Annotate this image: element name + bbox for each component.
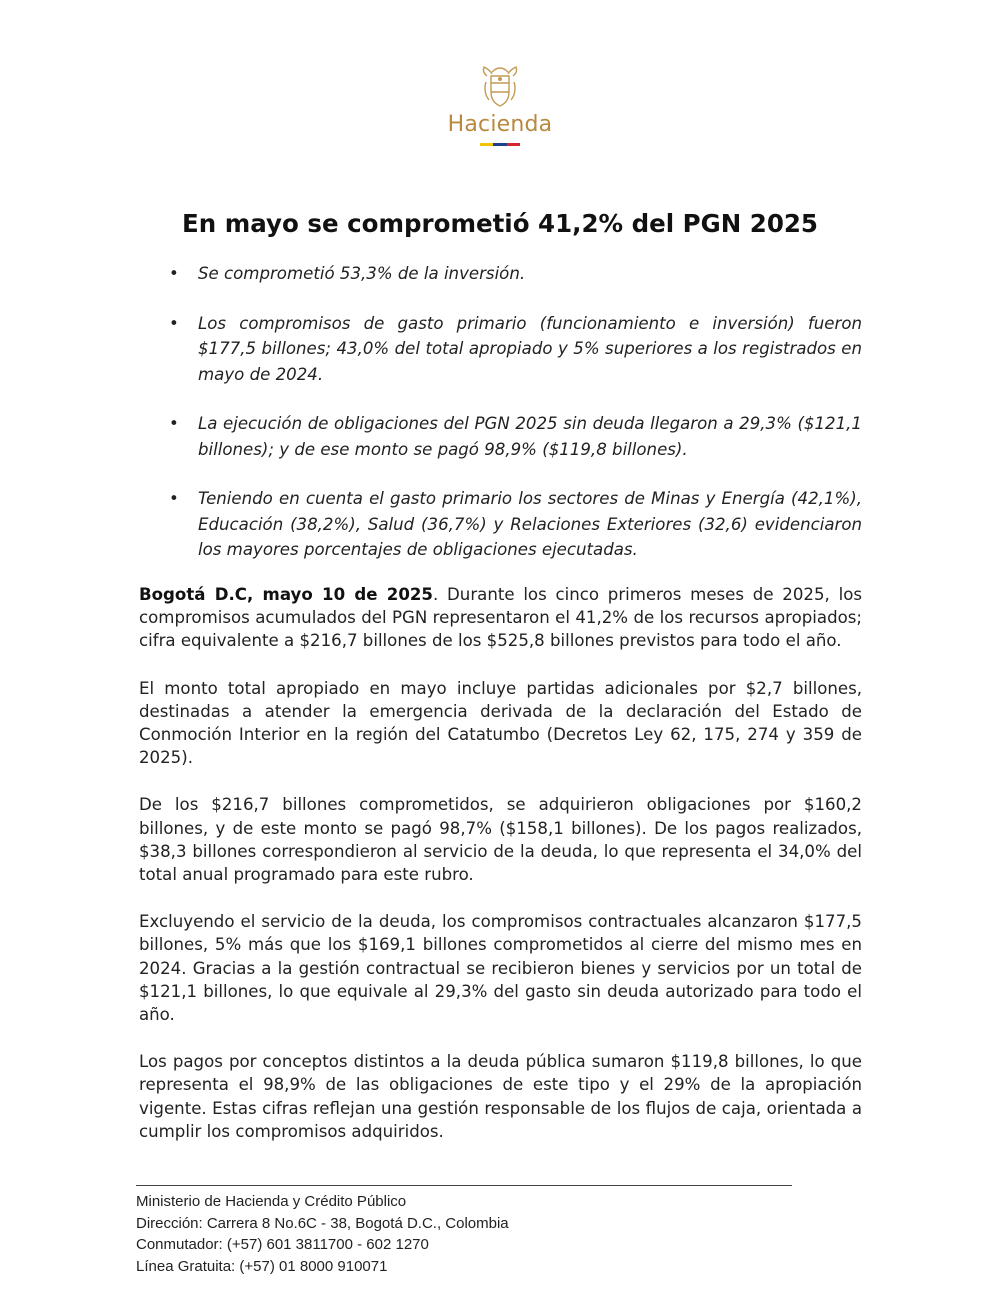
footer — [136, 1185, 792, 1278]
paragraph-lead — [139, 583, 862, 653]
paragraph: El monto total apropiado en mayo incluye partidas adicionales por $2,7 billones, destinadas a atender la emergencia derivada de la declaración del Estado de Conmoción Interior en la región del Catatumbo (Decretos Ley 62, 175, 274 y 359 de 2025). — [139, 678, 862, 768]
flag-bar — [480, 143, 520, 146]
highlight-item: • Los compromisos de gasto primario (funcionamiento e inversión) fueron $177,5 billones; 43,0% del total apropiado y 5% superiores a los registrados en mayo de 2024. — [198, 311, 862, 388]
highlight-item: • Teniendo en cuenta el gasto primario los sectores de Minas y Energía (42,1%), Educación (38,2%), Salud (36,7%) y Relaciones Exteriores (32,6) evidenciaron los mayores porcentajes de obligaciones ejecutadas. — [198, 486, 862, 563]
footer-ministry: Ministerio de Hacienda y Crédito Público — [136, 1193, 407, 1210]
highlights-list — [198, 261, 862, 587]
highlight-item: • Se comprometió 53,3% de la inversión. — [198, 261, 862, 287]
footer-divider — [136, 1185, 792, 1186]
paragraph: Excluyendo el servicio de la deuda, los compromisos contractuales alcanzaron $177,5 billones, 5% más que los $169,1 billones comprometidos al cierre del mismo mes en 2024. Gracias a la gestión contractual se recibieron bienes y servicios por un total de $121,1 billones, lo que equivale al 29,3% del gasto sin deuda autorizado para todo el año. — [139, 912, 862, 1025]
page-title: En mayo se comprometió 41,2% del PGN 2025 — [182, 209, 818, 238]
colombia-coat-of-arms-icon — [478, 62, 522, 110]
paragraph: De los $216,7 billones comprometidos, se adquirieron obligaciones por $160,2 billones, y de este monto se pagó 98,7% ($158,1 billones). De los pagos realizados, $38,3 billones correspondieron al servicio de la deuda, lo que representa el 34,0% del total anual programado para este rubro. — [139, 795, 862, 885]
hacienda-logo — [0, 62, 1000, 146]
brand-name: Hacienda — [447, 112, 553, 137]
dateline: Bogotá D.C, mayo 10 de 2025 — [139, 585, 433, 604]
article-body — [139, 583, 862, 1167]
lead-text: . Durante los cinco primeros meses de 2025, los compromisos acumulados del PGN representaron el 41,2% de los recursos apropiados; cifra equivalente a $216,7 billones de los $525,8 billones previstos para todo el año. — [139, 585, 862, 651]
footer-address: Dirección: Carrera 8 No.6C - 38, Bogotá D.C., Colombia — [136, 1214, 509, 1232]
paragraph: Los pagos por conceptos distintos a la deuda pública sumaron $119,8 billones, lo que representa el 98,9% de las obligaciones de este tipo y el 29% de la apropiación vigente. Estas cifras reflejan una gestión responsable de los flujos de caja, orientada a cumplir los compromisos adquiridos. — [139, 1052, 862, 1141]
footer-hotline: Línea Gratuita: (+57) 01 8000 910071 — [136, 1258, 388, 1276]
highlight-item: • La ejecución de obligaciones del PGN 2025 sin deuda llegaron a 29,3% ($121,1 billones); y de ese monto se pagó 98,9% ($119,8 billones). — [198, 411, 862, 462]
footer-switchboard: Conmutador: (+57) 601 3811700 - 602 1270 — [136, 1236, 429, 1254]
